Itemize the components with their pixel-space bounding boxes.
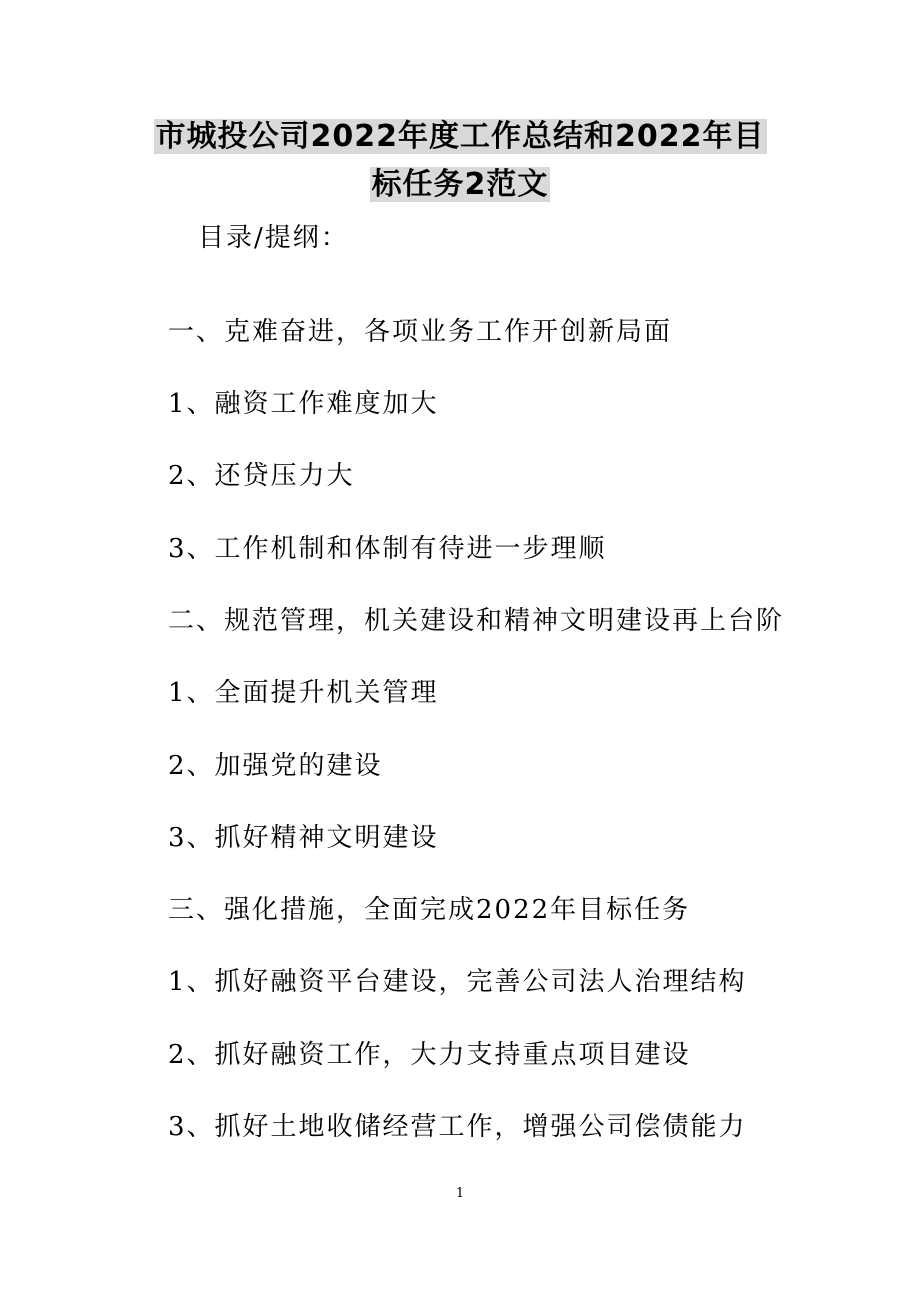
- toc-section-2: 二、规范管理，机关建设和精神文明建设再上台阶: [168, 606, 785, 636]
- document-title-line-2: [0, 162, 920, 208]
- toc-item-1-1: 1、融资工作难度加大: [168, 389, 439, 419]
- title-text-2: 标任务2范文: [371, 167, 549, 202]
- toc-item-2-2: 2、加强党的建设: [168, 751, 383, 781]
- toc-item-3-1: 1、抓好融资平台建设，完善公司法人治理结构: [168, 967, 747, 997]
- toc-item-2-3: 3、抓好精神文明建设: [168, 823, 439, 853]
- page-number: 1: [455, 1186, 465, 1201]
- toc-item-3-3: 3、抓好土地收储经营工作，增强公司偿债能力: [168, 1112, 747, 1142]
- toc-item-3-2: 2、抓好融资工作，大力支持重点项目建设: [168, 1040, 691, 1070]
- toc-section-1: 一、克难奋进，各项业务工作开创新局面: [168, 317, 673, 347]
- toc-item-1-3: 3、工作机制和体制有待进一步理顺: [168, 534, 607, 564]
- toc-section-3: 三、强化措施，全面完成2022年目标任务: [168, 895, 691, 925]
- toc-label: 目录/提纲：: [198, 223, 349, 253]
- document-title-line-1: [0, 114, 920, 160]
- toc-item-1-2: 2、还贷压力大: [168, 461, 355, 491]
- toc-item-2-1: 1、全面提升机关管理: [168, 678, 439, 708]
- title-text-1: 市城投公司2022年度工作总结和2022年目: [155, 119, 765, 154]
